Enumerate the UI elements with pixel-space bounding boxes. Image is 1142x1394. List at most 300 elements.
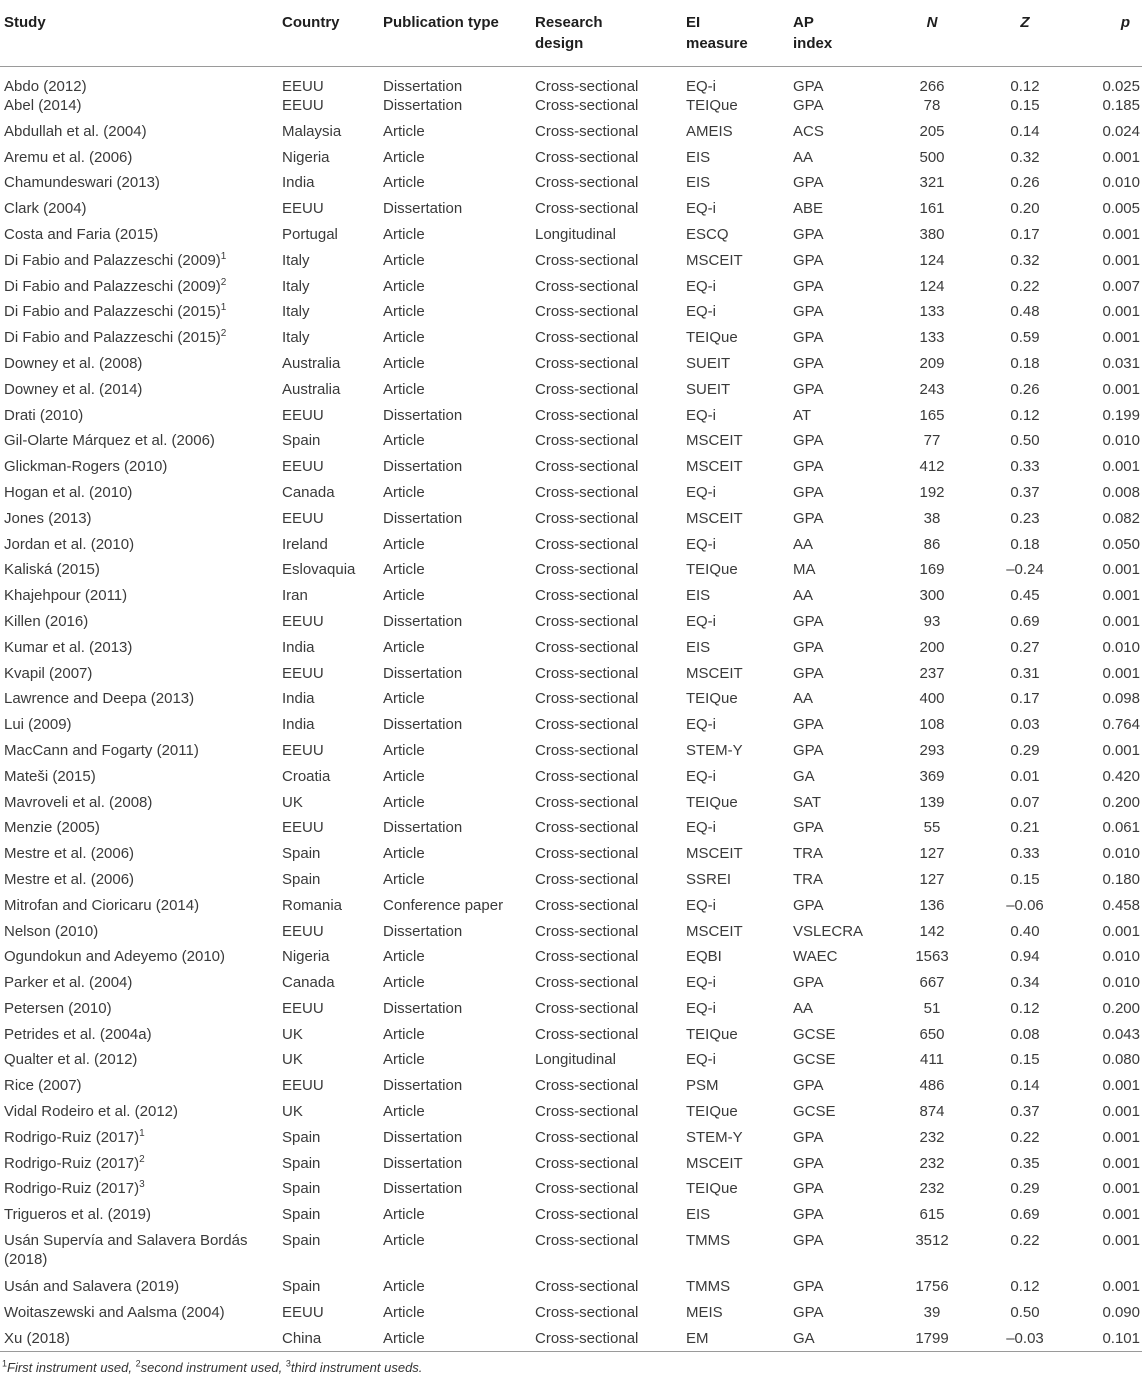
- cell-n: [887, 67, 977, 97]
- cell-p-text: 0.001: [1102, 1077, 1140, 1095]
- cell-research-design: [531, 1050, 682, 1076]
- cell-p: [1073, 225, 1142, 251]
- cell-z: [977, 586, 1073, 612]
- cell-p-text: 0.180: [1102, 870, 1140, 888]
- cell-study: [0, 767, 278, 793]
- cell-n: [887, 715, 977, 741]
- cell-z: [977, 354, 1073, 380]
- cell-study-text: Di Fabio and Palazzeschi (2009): [4, 277, 221, 295]
- cell-publication-type-text: Article: [383, 225, 425, 243]
- cell-country-text: Spain: [282, 845, 321, 863]
- cell-country: [278, 1102, 379, 1128]
- cell-country: [278, 870, 379, 896]
- cell-publication-type: [379, 406, 531, 432]
- cell-publication-type-text: Article: [383, 1232, 425, 1250]
- cell-publication-type: [379, 1179, 531, 1205]
- cell-publication-type: [379, 638, 531, 664]
- cell-ei-measure-text: MSCEIT: [686, 432, 743, 450]
- cell-n-text: 412: [919, 458, 945, 476]
- cell-n-text: 169: [919, 561, 945, 579]
- cell-publication-type-text: Article: [383, 251, 425, 269]
- cell-research-design-text: Cross-sectional: [535, 509, 639, 527]
- cell-publication-type-text: Dissertation: [383, 716, 463, 734]
- cell-z: [977, 896, 1073, 922]
- cell-research-design: [531, 689, 682, 715]
- cell-ei-measure: [682, 1277, 789, 1303]
- cell-ei-measure-text: TEIQue: [686, 1025, 738, 1043]
- cell-ei-measure-text: TEIQue: [686, 329, 738, 347]
- cell-study: [0, 406, 278, 432]
- cell-country-text: UK: [282, 1025, 303, 1043]
- cell-z: [977, 225, 1073, 251]
- cell-n-text: 86: [923, 535, 941, 553]
- cell-p-text: 0.010: [1102, 974, 1140, 992]
- cell-publication-type-text: Article: [383, 638, 425, 656]
- cell-n: [887, 251, 977, 277]
- cell-z-text: 0.08: [1010, 1025, 1040, 1043]
- cell-p: [1073, 741, 1142, 767]
- cell-ei-measure: [682, 225, 789, 251]
- cell-ap-index: [789, 793, 887, 819]
- cell-p-text: 0.001: [1102, 225, 1140, 243]
- table-row: [0, 431, 1142, 457]
- cell-ei-measure: [682, 741, 789, 767]
- cell-publication-type: [379, 1025, 531, 1051]
- cell-publication-type-text: Dissertation: [383, 458, 463, 476]
- cell-n-text: 400: [919, 690, 945, 708]
- cell-n: [887, 973, 977, 999]
- cell-country: [278, 173, 379, 199]
- cell-n-text: 411: [920, 1051, 944, 1069]
- header-study: Study: [0, 0, 278, 67]
- cell-p-text: 0.061: [1102, 819, 1140, 837]
- cell-n-text: 232: [919, 1180, 945, 1198]
- cell-ap-index-text: GPA: [793, 896, 824, 914]
- cell-ei-measure-text: STEM-Y: [686, 1128, 743, 1146]
- cell-ei-measure: [682, 122, 789, 148]
- cell-ap-index-text: GA: [793, 1329, 815, 1347]
- cell-country-text: India: [282, 174, 315, 192]
- table-row: [0, 560, 1142, 586]
- cell-ap-index-text: AA: [793, 535, 814, 553]
- cell-research-design: [531, 767, 682, 793]
- cell-z-text: 0.22: [1010, 1232, 1040, 1250]
- cell-study-text: Jordan et al. (2010): [4, 535, 135, 553]
- cell-z-text: 0.15: [1010, 1051, 1040, 1069]
- cell-n-text: 380: [919, 225, 945, 243]
- cell-z-text: 0.01: [1010, 767, 1040, 785]
- cell-ei-measure-text: EQ-i: [686, 277, 716, 295]
- cell-z: [977, 638, 1073, 664]
- cell-ap-index: [789, 612, 887, 638]
- cell-z-text: 0.15: [1010, 870, 1040, 888]
- cell-ap-index: [789, 1231, 887, 1277]
- cell-p: [1073, 1102, 1142, 1128]
- cell-p-text: 0.200: [1102, 793, 1140, 811]
- cell-ap-index-text: GPA: [793, 819, 824, 837]
- cell-study-text: Qualter et al. (2012): [4, 1051, 138, 1069]
- cell-p-text: 0.010: [1102, 432, 1140, 450]
- cell-ei-measure: [682, 509, 789, 535]
- cell-p: [1073, 199, 1142, 225]
- table-row: [0, 380, 1142, 406]
- cell-publication-type: [379, 612, 531, 638]
- cell-country-text: EEUU: [282, 819, 324, 837]
- cell-research-design-text: Cross-sectional: [535, 819, 639, 837]
- cell-p: [1073, 122, 1142, 148]
- table-row: [0, 406, 1142, 432]
- cell-z-text: 0.29: [1010, 741, 1040, 759]
- cell-publication-type-text: Article: [383, 122, 425, 140]
- cell-ap-index: [789, 483, 887, 509]
- cell-n-text: 667: [919, 974, 945, 992]
- cell-publication-type: [379, 767, 531, 793]
- cell-study: [0, 560, 278, 586]
- cell-ei-measure: [682, 560, 789, 586]
- cell-country: [278, 535, 379, 561]
- cell-n: [887, 1205, 977, 1231]
- cell-n-text: 127: [919, 870, 945, 888]
- cell-research-design: [531, 947, 682, 973]
- cell-z: [977, 1231, 1073, 1277]
- cell-ei-measure-text: MSCEIT: [686, 845, 743, 863]
- cell-n: [887, 1179, 977, 1205]
- cell-country-text: EEUU: [282, 741, 324, 759]
- cell-country-text: EEUU: [282, 1077, 324, 1095]
- cell-ei-measure-text: EIS: [686, 1206, 711, 1224]
- cell-n-text: 650: [919, 1025, 945, 1043]
- cell-publication-type: [379, 1231, 531, 1277]
- cell-z-text: 0.12: [1010, 999, 1040, 1017]
- cell-study: [0, 535, 278, 561]
- table-row: [0, 612, 1142, 638]
- table-row: [0, 509, 1142, 535]
- cell-publication-type: [379, 922, 531, 948]
- cell-country-text: EEUU: [282, 999, 324, 1017]
- table-row: [0, 1102, 1142, 1128]
- cell-ap-index-text: GPA: [793, 612, 824, 630]
- cell-study: [0, 612, 278, 638]
- cell-ei-measure-text: ESCQ: [686, 225, 729, 243]
- cell-ei-measure-text: MSCEIT: [686, 922, 743, 940]
- cell-research-design: [531, 251, 682, 277]
- cell-study-text: Drati (2010): [4, 406, 84, 424]
- cell-ei-measure: [682, 586, 789, 612]
- cell-n-text: 486: [919, 1077, 945, 1095]
- table-body: [0, 67, 1142, 1352]
- table-row: [0, 1050, 1142, 1076]
- cell-publication-type: [379, 741, 531, 767]
- cell-country: [278, 844, 379, 870]
- table-row: [0, 1025, 1142, 1051]
- cell-n-text: 38: [923, 509, 941, 527]
- cell-z: [977, 793, 1073, 819]
- cell-ap-index: [789, 638, 887, 664]
- cell-p-text: 0.101: [1102, 1329, 1140, 1347]
- cell-ei-measure-text: TEIQue: [686, 97, 738, 114]
- cell-ap-index: [789, 277, 887, 303]
- cell-country-text: India: [282, 638, 315, 656]
- cell-research-design-text: Cross-sectional: [535, 432, 639, 450]
- cell-research-design: [531, 457, 682, 483]
- cell-study-text: Di Fabio and Palazzeschi (2015): [4, 303, 221, 321]
- cell-ei-measure-text: MSCEIT: [686, 251, 743, 269]
- cell-research-design: [531, 612, 682, 638]
- cell-z: [977, 67, 1073, 97]
- cell-p-text: 0.001: [1102, 380, 1140, 398]
- cell-country: [278, 328, 379, 354]
- cell-ei-measure-text: MSCEIT: [686, 664, 743, 682]
- cell-ei-measure: [682, 818, 789, 844]
- cell-country-text: Croatia: [282, 767, 331, 785]
- cell-n: [887, 612, 977, 638]
- table-row: [0, 96, 1142, 122]
- cell-ap-index: [789, 689, 887, 715]
- cell-z-text: 0.18: [1010, 354, 1040, 372]
- cell-z-text: 0.03: [1010, 716, 1040, 734]
- cell-z-text: 0.07: [1010, 793, 1040, 811]
- cell-study: [0, 173, 278, 199]
- cell-study: [0, 973, 278, 999]
- cell-ap-index: [789, 922, 887, 948]
- cell-country: [278, 1329, 379, 1352]
- cell-study-text: Gil-Olarte Márquez et al. (2006): [4, 432, 215, 450]
- cell-ei-measure: [682, 431, 789, 457]
- header-research-design: Research design: [531, 0, 682, 67]
- cell-publication-type-text: Article: [383, 561, 425, 579]
- cell-country-text: Spain: [282, 1154, 321, 1172]
- cell-ei-measure-text: TEIQue: [686, 1180, 738, 1198]
- cell-ei-measure: [682, 1102, 789, 1128]
- cell-ei-measure: [682, 1231, 789, 1277]
- cell-research-design: [531, 380, 682, 406]
- cell-research-design: [531, 896, 682, 922]
- cell-z-text: 0.33: [1010, 845, 1040, 863]
- cell-p-text: 0.001: [1102, 251, 1140, 269]
- table-row: [0, 793, 1142, 819]
- cell-research-design-text: Longitudinal: [535, 225, 616, 243]
- cell-publication-type-text: Article: [383, 690, 425, 708]
- header-row: [0, 0, 1142, 67]
- table-row: [0, 922, 1142, 948]
- cell-ap-index: [789, 896, 887, 922]
- cell-n: [887, 509, 977, 535]
- cell-n-text: 136: [919, 896, 945, 914]
- cell-study: [0, 1329, 278, 1352]
- cell-publication-type: [379, 535, 531, 561]
- cell-publication-type-text: Dissertation: [383, 922, 463, 940]
- cell-p: [1073, 793, 1142, 819]
- cell-publication-type: [379, 1277, 531, 1303]
- cell-p: [1073, 1329, 1142, 1352]
- cell-publication-type-text: Article: [383, 174, 425, 192]
- cell-publication-type: [379, 380, 531, 406]
- cell-ap-index: [789, 96, 887, 122]
- cell-n: [887, 1025, 977, 1051]
- cell-ei-measure-text: TEIQue: [686, 561, 738, 579]
- cell-study-text: MacCann and Fogarty (2011): [4, 741, 199, 759]
- cell-country: [278, 947, 379, 973]
- cell-study-text: Mestre et al. (2006): [4, 870, 135, 888]
- cell-ap-index-text: GPA: [793, 1128, 824, 1146]
- cell-p-text: 0.001: [1102, 329, 1140, 347]
- cell-p: [1073, 302, 1142, 328]
- cell-ei-measure: [682, 354, 789, 380]
- cell-z: [977, 535, 1073, 561]
- cell-publication-type: [379, 67, 531, 97]
- cell-p: [1073, 1277, 1142, 1303]
- cell-p: [1073, 1025, 1142, 1051]
- cell-ei-measure: [682, 947, 789, 973]
- cell-study-text: Usán and Salavera (2019): [4, 1278, 180, 1296]
- cell-p: [1073, 148, 1142, 174]
- cell-ap-index-text: AA: [793, 587, 814, 605]
- cell-publication-type-text: Dissertation: [383, 509, 463, 527]
- table-row: [0, 148, 1142, 174]
- cell-p-text: 0.001: [1102, 1154, 1140, 1172]
- cell-publication-type: [379, 251, 531, 277]
- cell-ap-index: [789, 1179, 887, 1205]
- header-publication-type: Publication type: [379, 0, 531, 67]
- cell-country-text: Spain: [282, 1128, 321, 1146]
- cell-ei-measure: [682, 1076, 789, 1102]
- cell-research-design: [531, 741, 682, 767]
- cell-research-design: [531, 1179, 682, 1205]
- cell-country: [278, 612, 379, 638]
- cell-z: [977, 431, 1073, 457]
- cell-z: [977, 844, 1073, 870]
- cell-study: [0, 1128, 278, 1154]
- cell-research-design-text: Cross-sectional: [535, 690, 639, 708]
- cell-ap-index-text: GPA: [793, 664, 824, 682]
- cell-research-design-text: Cross-sectional: [535, 561, 639, 579]
- cell-ap-index: [789, 999, 887, 1025]
- cell-z-text: 0.17: [1010, 225, 1040, 243]
- cell-country: [278, 741, 379, 767]
- cell-p-text: 0.001: [1102, 1206, 1140, 1224]
- cell-ap-index-text: TRA: [793, 870, 823, 888]
- cell-z: [977, 999, 1073, 1025]
- cell-z-text: 0.37: [1010, 483, 1040, 501]
- cell-publication-type: [379, 1303, 531, 1329]
- cell-research-design: [531, 818, 682, 844]
- cell-p: [1073, 1179, 1142, 1205]
- cell-research-design: [531, 354, 682, 380]
- table-row: [0, 1179, 1142, 1205]
- cell-ap-index-text: GPA: [793, 458, 824, 476]
- cell-country-text: Malaysia: [282, 122, 342, 140]
- cell-ap-index: [789, 818, 887, 844]
- cell-publication-type-text: Conference paper: [383, 896, 504, 914]
- cell-ap-index-text: GA: [793, 767, 815, 785]
- cell-publication-type-text: Article: [383, 148, 425, 166]
- cell-ei-measure-text: EQ-i: [686, 78, 716, 95]
- table-row: [0, 1303, 1142, 1329]
- cell-research-design-text: Cross-sectional: [535, 1232, 639, 1250]
- cell-study: [0, 302, 278, 328]
- cell-p: [1073, 612, 1142, 638]
- cell-study: [0, 922, 278, 948]
- cell-n-text: 133: [919, 329, 945, 347]
- cell-z: [977, 560, 1073, 586]
- cell-ei-measure-text: SUEIT: [686, 380, 731, 398]
- cell-research-design: [531, 406, 682, 432]
- cell-n: [887, 96, 977, 122]
- cell-country-text: UK: [282, 1051, 303, 1069]
- cell-country-text: Romania: [282, 896, 343, 914]
- cell-z-text: 0.27: [1010, 638, 1040, 656]
- cell-study: [0, 741, 278, 767]
- cell-ap-index: [789, 199, 887, 225]
- cell-research-design-text: Cross-sectional: [535, 741, 639, 759]
- cell-z: [977, 1076, 1073, 1102]
- cell-p-text: 0.001: [1102, 612, 1140, 630]
- cell-publication-type: [379, 715, 531, 741]
- cell-ei-measure-text: EIS: [686, 587, 711, 605]
- cell-ei-measure: [682, 844, 789, 870]
- cell-research-design-text: Cross-sectional: [535, 200, 639, 218]
- cell-z-text: 0.15: [1010, 97, 1040, 114]
- cell-ei-measure: [682, 483, 789, 509]
- cell-country-text: Spain: [282, 432, 321, 450]
- cell-ei-measure: [682, 199, 789, 225]
- cell-n: [887, 1102, 977, 1128]
- cell-n: [887, 870, 977, 896]
- cell-ap-index: [789, 1154, 887, 1180]
- cell-p-text: 0.001: [1102, 922, 1140, 940]
- cell-ei-measure: [682, 96, 789, 122]
- cell-study: [0, 1025, 278, 1051]
- cell-ap-index-text: AA: [793, 148, 814, 166]
- cell-country-text: India: [282, 716, 315, 734]
- cell-z: [977, 870, 1073, 896]
- cell-ei-measure-text: EQ-i: [686, 999, 716, 1017]
- cell-ap-index-text: GPA: [793, 974, 824, 992]
- cell-publication-type: [379, 1154, 531, 1180]
- cell-study-text: Rice (2007): [4, 1077, 82, 1095]
- cell-study-text: Woitaszewski and Aalsma (2004): [4, 1303, 225, 1321]
- cell-p: [1073, 767, 1142, 793]
- cell-ap-index: [789, 1329, 887, 1352]
- cell-z: [977, 328, 1073, 354]
- cell-n-text: 615: [919, 1206, 945, 1224]
- cell-z-text: 0.94: [1010, 948, 1040, 966]
- cell-ei-measure: [682, 148, 789, 174]
- cell-z-text: 0.33: [1010, 458, 1040, 476]
- cell-ap-index-text: GPA: [793, 432, 824, 450]
- cell-ei-measure: [682, 870, 789, 896]
- cell-research-design-text: Cross-sectional: [535, 1329, 639, 1347]
- cell-ei-measure-text: TMMS: [686, 1232, 731, 1250]
- cell-n: [887, 457, 977, 483]
- cell-publication-type: [379, 1329, 531, 1352]
- table-row: [0, 1154, 1142, 1180]
- cell-z: [977, 818, 1073, 844]
- cell-n: [887, 1154, 977, 1180]
- cell-publication-type-text: Dissertation: [383, 1180, 463, 1198]
- cell-n-text: 165: [919, 406, 945, 424]
- cell-publication-type: [379, 457, 531, 483]
- cell-country-text: Ireland: [282, 535, 328, 553]
- cell-ap-index-text: AA: [793, 999, 814, 1017]
- cell-study: [0, 664, 278, 690]
- cell-n: [887, 560, 977, 586]
- cell-ei-measure: [682, 1329, 789, 1352]
- cell-z: [977, 406, 1073, 432]
- cell-research-design: [531, 1025, 682, 1051]
- cell-country: [278, 793, 379, 819]
- cell-ap-index-text: GPA: [793, 509, 824, 527]
